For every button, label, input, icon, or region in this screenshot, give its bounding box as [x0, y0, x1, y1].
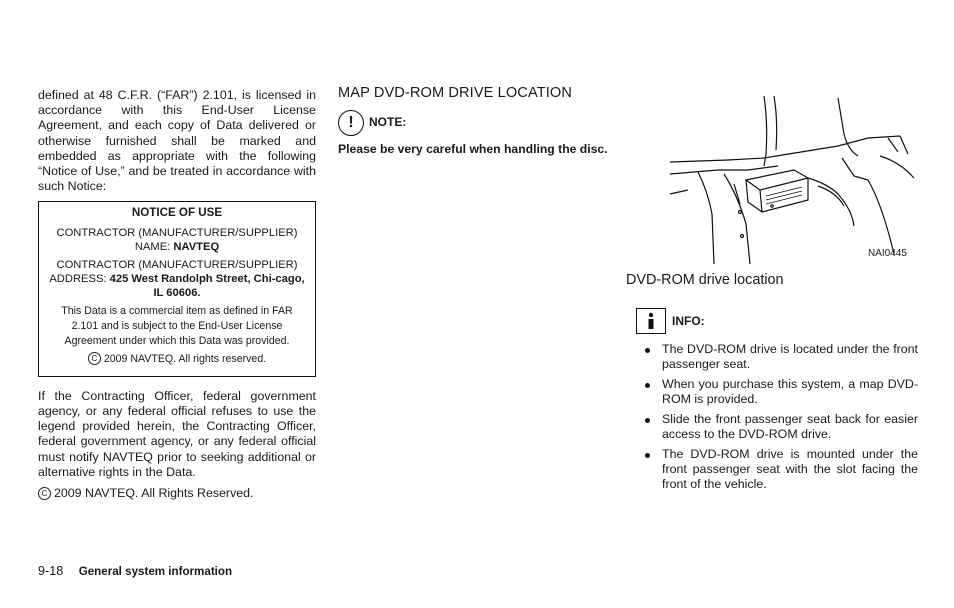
middle-column: [338, 84, 618, 157]
notice-title: NOTICE OF USE: [131, 206, 223, 220]
contractor-address-prefix: CONTRACTOR (MANUFACTURER/SUPPLIER) ADDRESS:: [49, 258, 298, 286]
note-text: Please be very careful when handling the disc.: [338, 142, 608, 156]
list-item: When you purchase this system, a map DVD-ROM is provided.: [636, 377, 918, 407]
copyright-icon: C: [38, 487, 51, 500]
list-item: The DVD-ROM drive is mounted under the front passenger seat with the slot facing the front of the vehicle.: [636, 447, 918, 492]
info-glyph-icon: [643, 311, 659, 331]
dvd-rom-drive-illustration: [668, 94, 918, 264]
list-item: Slide the front passenger seat back for easier access to the DVD-ROM drive.: [636, 412, 918, 442]
figure-code: NAI0445: [868, 248, 907, 259]
commercial-item-text: This Data is a commercial item as defined in FAR 2.101 and is subject to the End-User License Agreement under which this Data was provided.: [61, 304, 293, 347]
info-list: [636, 342, 918, 492]
contractor-name-prefix: CONTRACTOR (MANUFACTURER/SUPPLIER) NAME:: [56, 226, 298, 254]
figure-caption: DVD-ROM drive location: [626, 272, 784, 288]
contracting-officer-paragraph: If the Contracting Officer, federal government agency, or any federal official refuses to use the legend provided herein, the Contracting Officer, federal government agency, or any federal official must notify NAVTEQ prior to seeking additional or alternative rights in the Data.: [38, 388, 316, 479]
left-column: [38, 88, 316, 507]
note-header: [338, 110, 618, 136]
contractor-name-value: NAVTEQ: [173, 241, 220, 254]
page-number: 9-18: [38, 564, 64, 578]
notice-copyright: [47, 352, 307, 367]
exclamation-icon: !: [338, 110, 364, 136]
info-label: INFO:: [672, 314, 705, 328]
notice-copyright-text: 2009 NAVTEQ. All rights reserved.: [103, 352, 267, 365]
copyright-text: 2009 NAVTEQ. All Rights Reserved.: [54, 486, 254, 501]
copyright-line: [38, 486, 316, 501]
notice-of-use-box: [38, 201, 316, 376]
footer-section-title: General system information: [78, 565, 233, 578]
contractor-address: [47, 258, 307, 301]
note-label: NOTE:: [369, 115, 407, 130]
contractor-name: [47, 226, 307, 255]
info-icon: [636, 308, 666, 334]
license-paragraph: defined at 48 C.F.R. (“FAR”) 2.101, is licensed in accordance with this End-User License Agreement, and each copy of Data delivered or otherwise furnished shall be marked and embedded as appropriate with the following “Notice of Use,” and be treated in accordance with such Notice:: [38, 88, 316, 194]
page-footer: [38, 564, 232, 578]
contractor-address-value: 425 West Randolph Street, Chi-cago, IL 60606.: [109, 273, 305, 300]
copyright-icon: C: [88, 352, 101, 365]
info-section: [636, 308, 918, 497]
info-header: [636, 308, 918, 334]
section-heading: MAP DVD-ROM DRIVE LOCATION: [338, 85, 572, 101]
list-item: The DVD-ROM drive is located under the front passenger seat.: [636, 342, 918, 372]
